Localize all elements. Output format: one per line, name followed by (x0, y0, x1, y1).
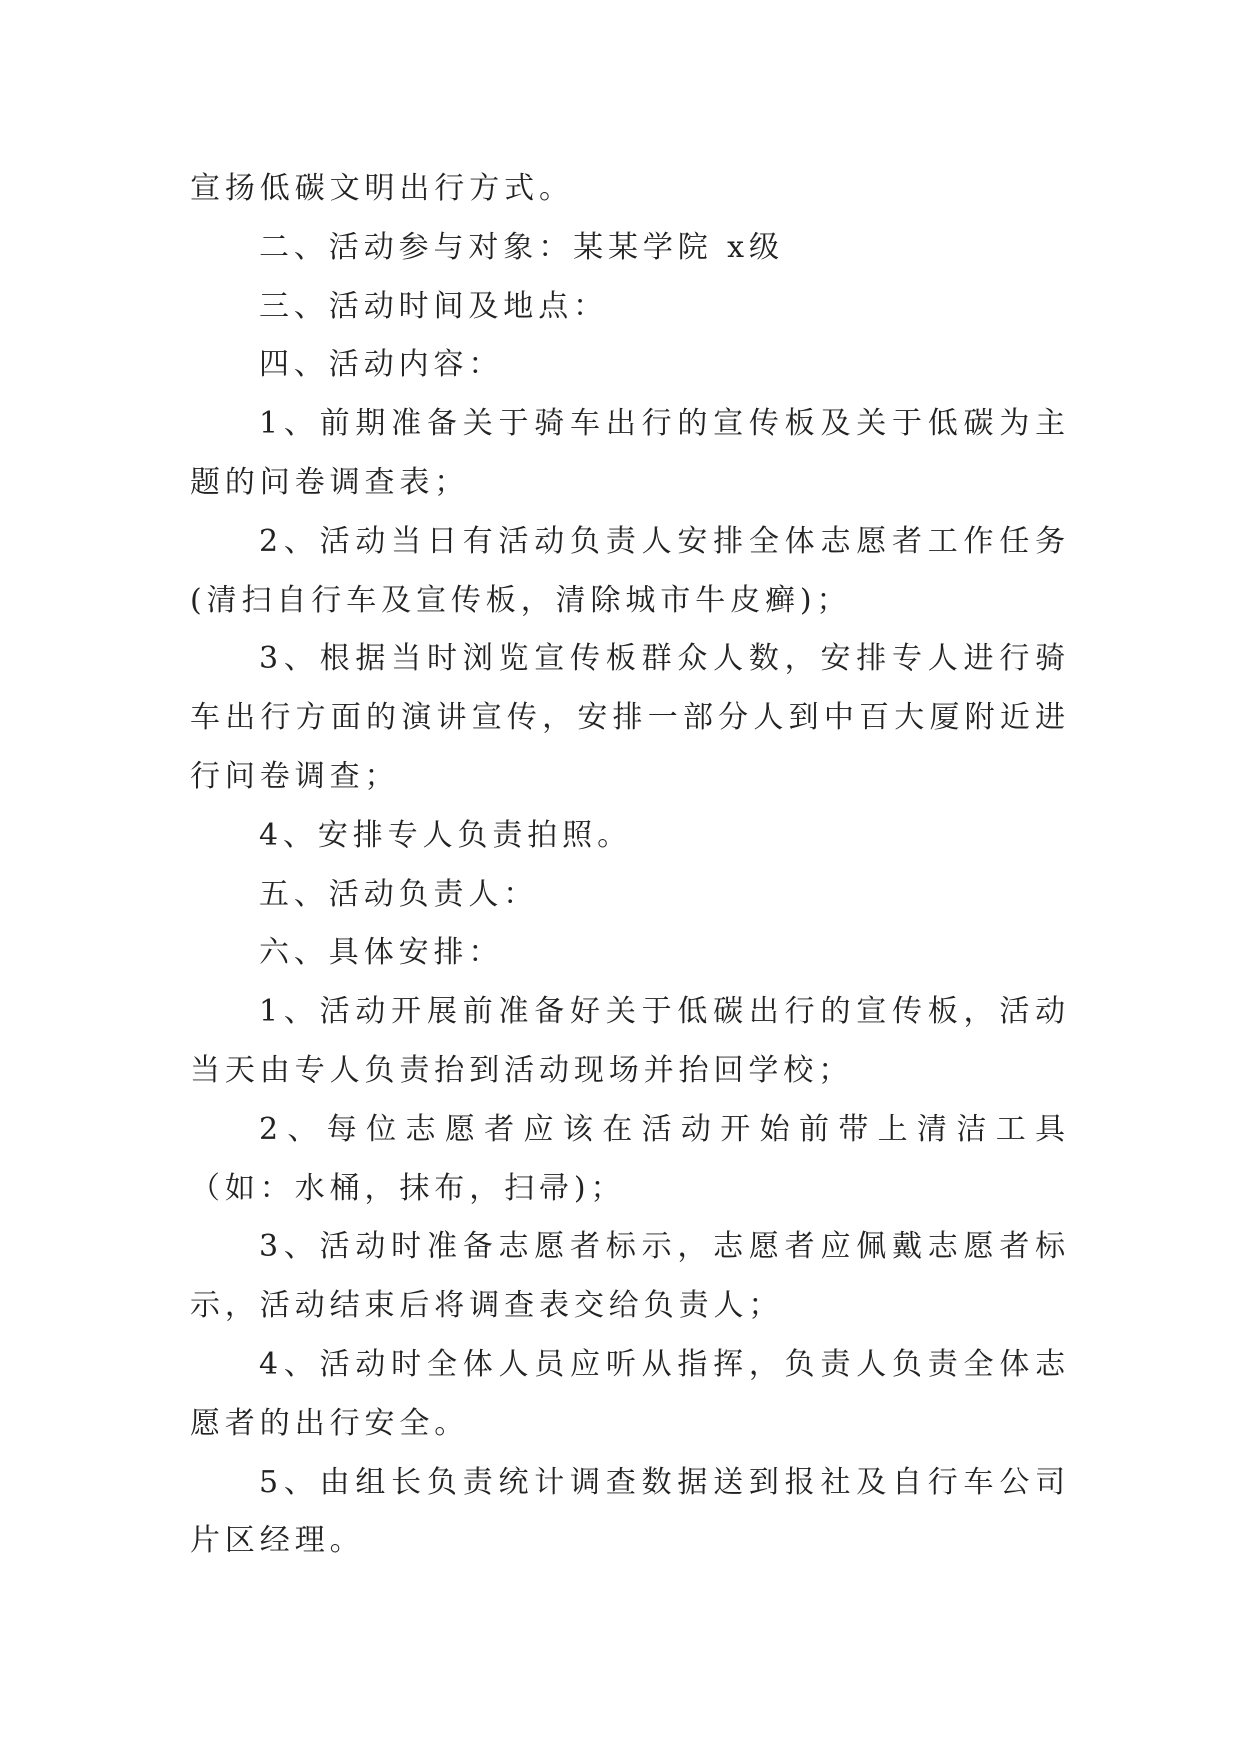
paragraph-content-item-4: 4、安排专人负责拍照。 (259, 817, 632, 853)
paragraph-content-heading: 四、活动内容： (259, 347, 504, 383)
paragraph-participants: 二、活动参与对象：某某学院 x级 (259, 229, 784, 265)
paragraph-arrangement-item-5: 5、由组长负责统计调查数据送到报社及自行车公司片区经理。 (190, 1464, 1070, 1559)
paragraph-arrangement-item-4: 4、活动时全体人员应听从指挥，负责人负责全体志愿者的出行安全。 (190, 1346, 1070, 1441)
paragraph-arrangement-item-3: 3、活动时准备志愿者标示，志愿者应佩戴志愿者标示，活动结束后将调查表交给负责人； (190, 1229, 1070, 1324)
paragraph-time-place: 三、活动时间及地点： (259, 288, 608, 324)
paragraph-arrangement-heading: 六、具体安排： (259, 935, 504, 971)
paragraph-intro-continuation: 宣扬低碳文明出行方式。 (190, 171, 574, 206)
document-body (190, 160, 1070, 1571)
paragraph-content-item-1: 1、前期准备关于骑车出行的宣传板及关于低碳为主题的问卷调查表； (190, 406, 1070, 500)
paragraph-content-item-3: 3、根据当时浏览宣传板群众人数，安排专人进行骑车出行方面的演讲宣传，安排一部分人到中百大厦附近进行问卷调查； (190, 641, 1070, 794)
paragraph-leader-heading: 五、活动负责人： (259, 876, 539, 912)
paragraph-arrangement-item-1: 1、活动开展前准备好关于低碳出行的宣传板，活动当天由专人负责抬到活动现场并抬回学校； (190, 994, 1070, 1088)
paragraph-arrangement-item-2: 2、每位志愿者应该在活动开始前带上清洁工具（如：水桶，抹布，扫帚)； (190, 1111, 1070, 1206)
paragraph-content-item-2: 2、活动当日有活动负责人安排全体志愿者工作任务(清扫自行车及宣传板，清除城市牛皮癣)； (190, 523, 1070, 618)
